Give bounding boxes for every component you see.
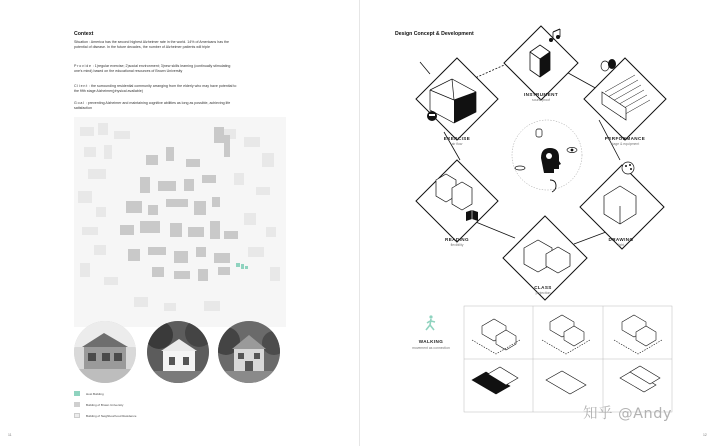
goal-key: Goal — [74, 101, 85, 105]
legend-swatch-host — [74, 391, 80, 396]
situation-text: Situation : America has the second highest Alzheimer rate in the world. 14% of Americans has the potential of disease. In the future decades, the number of Alzheimer patients will triple — [74, 40, 230, 49]
provide-text — [74, 64, 239, 73]
node-label-walking: WALKING — [418, 339, 444, 344]
legend-residence: Building of Neighbourhood Residence — [86, 414, 137, 418]
legend-swatch-residence — [74, 413, 80, 418]
node-sub-reading: flexibility — [450, 243, 464, 247]
node-sub-class: projection — [535, 291, 551, 295]
right-page — [360, 0, 720, 446]
eye-icon — [567, 147, 577, 152]
goal-text — [74, 101, 239, 110]
node-sub-walking: movement as connection — [412, 346, 450, 350]
node-label-drawing: DRAWING — [608, 237, 634, 242]
page-number-left: 11 — [8, 433, 12, 437]
concept-diagram — [360, 0, 720, 446]
dumbbell-icon — [427, 111, 437, 121]
page-number-right: 12 — [703, 433, 707, 437]
walking-diagrams — [472, 315, 660, 394]
mouth-icon — [515, 166, 525, 170]
node-sub-exercise: air flow — [451, 142, 463, 146]
reading-node — [416, 160, 498, 242]
site-photo-3 — [218, 321, 280, 383]
node-label-performance: PERFORMANCE — [604, 136, 646, 141]
node-label-instrument: INSTRUMENT — [523, 92, 559, 97]
node-label-exercise: EXERCISE — [443, 136, 471, 141]
site-map — [74, 117, 286, 327]
node-sub-drawing: light — [617, 243, 625, 247]
node-label-reading: READING — [445, 237, 469, 242]
walking-node — [422, 314, 440, 330]
provide-value: : 1)regular exercise; 2)social environment; 3)new skills learning (continually stimulating one's mind) based on the educational resources of Brown University — [74, 64, 231, 73]
node-label-class: CLASS — [534, 285, 552, 290]
goal-value: : preventing Alzheimer and maintaining cognitive abilities as long as possible, achieving life satisfaction — [74, 101, 231, 110]
context-title: Context — [74, 31, 94, 37]
client-text — [74, 84, 239, 93]
concept-title: Design Concept & Development — [395, 31, 474, 37]
hand-icon — [536, 129, 542, 137]
node-sub-performance: stage & equipment — [610, 142, 640, 146]
site-photo-1 — [74, 321, 136, 383]
watermark: 知乎 @Andy — [583, 406, 673, 422]
node-sub-instrument: sound proof — [532, 98, 550, 102]
client-key: Client — [74, 84, 88, 88]
site-photo-2 — [147, 321, 209, 383]
legend-host: Host Building — [86, 392, 104, 396]
client-value: : the surrounding residential community arranging from the elderly who may have potential to the fifth stage Alzheimer(physical available) — [74, 84, 237, 93]
exercise-node — [416, 58, 498, 140]
palette-icon — [622, 162, 634, 174]
ear-icon — [550, 180, 556, 192]
provide-key: Provide — [74, 64, 92, 68]
performance-node — [584, 58, 666, 140]
legend-swatch-brown — [74, 402, 80, 407]
head-brain-icon — [541, 148, 561, 173]
instrument-node — [504, 26, 578, 100]
legend-brown: Building of Brown University — [86, 403, 124, 407]
